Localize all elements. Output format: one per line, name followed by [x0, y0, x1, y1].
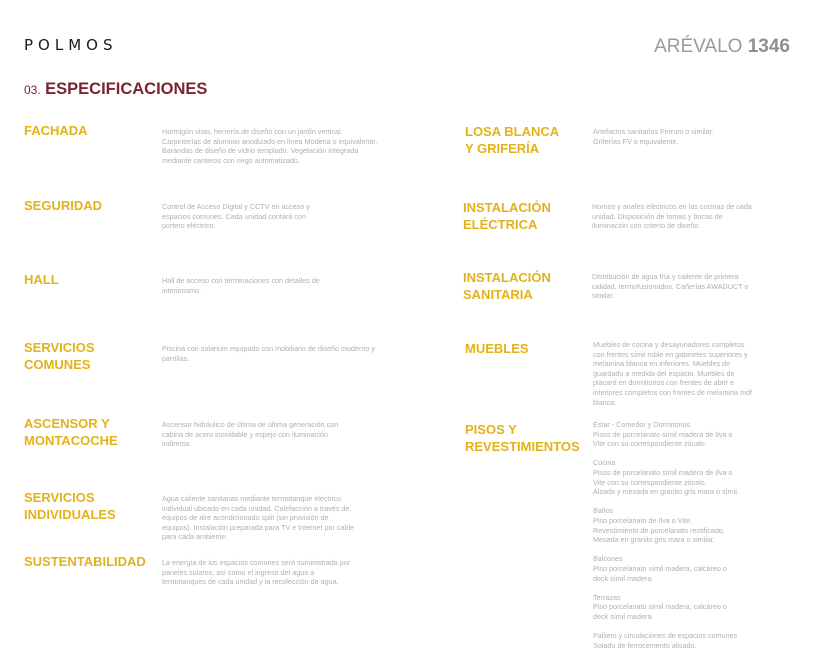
spec-title-losa-griferia: LOSA BLANCA Y GRIFERÍA: [465, 124, 560, 156]
spec-text-instalacion-electrica: Hornos y anafes eléctricos en las cocinas de cada unidad. Disposición de tomas y bocas de iluminación con criterio de diseño.: [592, 202, 752, 231]
spec-title-fachada: FACHADA: [24, 123, 88, 138]
spec-title-servicios-individuales: SERVICIOS INDIVIDUALES: [24, 490, 116, 522]
spec-title-servicios-comunes: SERVICIOS COMUNES: [24, 340, 95, 372]
spec-text-instalacion-sanitaria: Distribución de agua fría y caliente de primera calidad, termofusionados. Cañerías AWADUCT o similar.: [592, 272, 749, 301]
project-name: ARÉVALO: [654, 36, 743, 57]
project-title: [654, 36, 790, 58]
brand-logo: POLMOS: [24, 36, 118, 54]
spec-text-hall: Hall de acceso con terminaciones con detalles de interiorismo.: [162, 276, 320, 295]
spec-text-fachada: Hormigón visto, herrería de diseño con un jardín vertical. Carpinterías de aluminio anodizado en línea Modena o equivalente. Barandas de diseño de vidrio templado. Vegetación integrada mediante canteros con riego automatizado.: [162, 127, 378, 165]
spec-title-hall: HALL: [24, 272, 59, 287]
spec-title-muebles: MUEBLES: [465, 341, 529, 356]
spec-title-seguridad: SEGURIDAD: [24, 198, 103, 213]
spec-text-servicios-individuales: Agua caliente sanitarias mediante termotanque eléctrico individual ubicado en cada unidad. Calefacción a través de equipos de aire acondicionado split (sin provisión de equipos). Instalación preparada para TV e Internet por cable para cada ambiente.: [162, 494, 355, 542]
spec-text-seguridad: Control de Acceso Digital y CCTV en acceso y espacios comunes. Cada unidad contará con portero eléctrico.: [162, 202, 310, 231]
spec-text-muebles: Muebles de cocina y desayunadores completos con frentes símil roble en gabinetes superiores y melamina blanca en inferiores. Muebles de guardado a medida del espacio. Muebles de placard en dormitorios con frentes de abrir e interiores completos con frentes de melamina mdf blanca.: [593, 340, 752, 407]
section-heading: [24, 80, 207, 99]
section-number: 03.: [24, 83, 41, 97]
spec-text-sustentabilidad: La energía de los espacios comunes será suministrada por paneles solares, así como el ingreso del agua a termotanques de cada unidad y la recolección de agua.: [162, 558, 351, 587]
spec-title-instalacion-electrica: INSTALACIÓN ELÉCTRICA: [463, 200, 551, 232]
spec-text-servicios-comunes: Piscina con solarium equipado con mobiliario de diseño moderno y parrillas.: [162, 344, 375, 363]
spec-text-pisos: Estar - Comedor y Dormitorios Pisos de porcelanato símil madera de Ilva o Vite con su correspondiente zócalo. Cocina Pisos de porcelanato símil madera de Ilva o Vite con su correspondiente zócalo. Alzada y mesada en granito gris mara o símil. Baños Piso porcelanato de Ilva o Vite. Revestimiento de porcelanato rectificado. Mesada en granito gris mara o similar. Balcones Piso porcelanato símil madera, calcáreo o deck símil madera. Terrazas Piso porcelanato símil madera, calcáreo o deck símil madera. Palliers y circulaciones de espacios comunes Solado de ferrocemento alisado.: [593, 420, 739, 650]
section-name: ESPECIFICACIONES: [45, 80, 208, 98]
project-number: 1346: [747, 36, 790, 57]
spec-text-losa-griferia: Artefactos sanitarios Ferrum o similar. Griferías FV o equivalente.: [593, 127, 714, 146]
spec-title-sustentabilidad: SUSTENTABILIDAD: [24, 554, 146, 569]
spec-text-ascensor: Ascensor hidráulico de última de última generación con cabina de acero inoxidable y espejo con iluminación indirecta.: [162, 420, 339, 449]
spec-title-ascensor: ASCENSOR Y MONTACOCHE: [24, 416, 118, 448]
spec-title-pisos: PISOS Y REVESTIMIENTOS: [465, 422, 580, 454]
spec-title-instalacion-sanitaria: INSTALACIÓN SANITARIA: [463, 270, 551, 302]
